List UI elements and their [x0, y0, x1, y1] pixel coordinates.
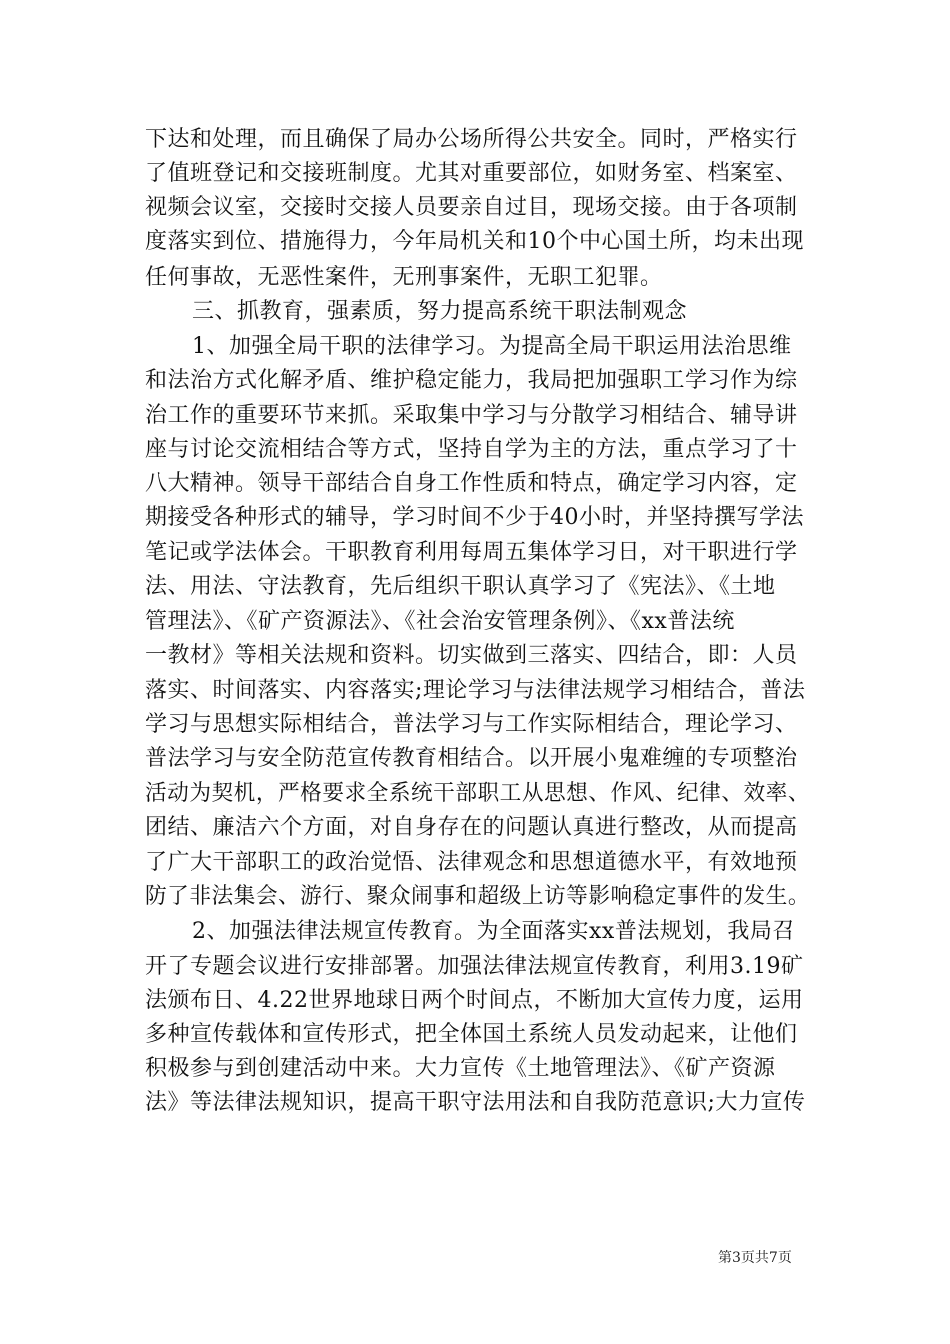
text-line: 法、用法、守法教育，先后组织干职认真学习了《宪法》、《土地	[145, 574, 776, 599]
text-line: 度落实到位、措施得力，今年局机关和10个中心国土所，均未出现	[145, 229, 804, 254]
text-line: 八大精神。领导干部结合自身工作性质和特点，确定学习内容，定	[145, 471, 798, 496]
text-line: 落实、时间落实、内容落实;理论学习与法律法规学习相结合，普法	[145, 678, 806, 703]
text-line: 学习与思想实际相结合，普法学习与工作实际相结合，理论学习、	[145, 712, 798, 737]
text-line: 开了专题会议进行安排部署。加强法律法规宣传教育，利用3.19矿	[145, 954, 804, 979]
text-line: 一教材》等相关法规和资料。切实做到三落实、四结合，即：人员	[145, 643, 798, 668]
text-line: 法》等法律法规知识，提高干职守法用法和自我防范意识;大力宣传	[145, 1090, 806, 1115]
text-line: 视频会议室，交接时交接人员要亲自过目，现场交接。由于各项制	[145, 195, 798, 220]
text-line: 防了非法集会、游行、聚众闹事和超级上访等影响稳定事件的发生。	[145, 884, 811, 909]
text-line: 活动为契机，严格要求全系统干部职工从思想、作风、纪律、效率、	[145, 781, 811, 806]
text-line: 普法学习与安全防范宣传教育相结合。以开展小鬼难缠的专项整治	[145, 746, 798, 771]
text-line: 座与讨论交流相结合等方式，坚持自学为主的方法，重点学习了十	[145, 437, 798, 462]
text-line: 了广大干部职工的政治觉悟、法律观念和思想道德水平，有效地预	[145, 850, 798, 875]
section-heading: 三、抓教育，强素质，努力提高系统干职法制观念	[192, 299, 688, 324]
text-line: 任何事故，无恶性案件，无刑事案件，无职工犯罪。	[145, 265, 663, 290]
text-line: 期接受各种形式的辅导，学习时间不少于40小时，并坚持撰写学法	[145, 505, 804, 530]
text-line: 治工作的重要环节来抓。采取集中学习与分散学习相结合、辅导讲	[145, 403, 798, 428]
page-number: 第3页共7页	[718, 1250, 792, 1266]
text-line: 积极参与到创建活动中来。大力宣传《土地管理法》、《矿产资源	[145, 1056, 776, 1081]
text-line: 了值班登记和交接班制度。尤其对重要部位，如财务室、档案室、	[145, 161, 798, 186]
text-line: 笔记或学法体会。干职教育利用每周五集体学习日，对干职进行学	[145, 540, 798, 565]
text-line: 1、加强全局干职的法律学习。为提高全局干职运用法治思维	[192, 334, 792, 359]
text-line: 团结、廉洁六个方面，对自身存在的问题认真进行整改，从而提高	[145, 815, 798, 840]
text-line: 法颁布日、4.22世界地球日两个时间点，不断加大宣传力度，运用	[145, 988, 804, 1013]
text-line: 2、加强法律法规宣传教育。为全面落实xx普法规划，我局召	[192, 919, 795, 944]
text-line: 多种宣传载体和宣传形式，把全体国土系统人员发动起来，让他们	[145, 1022, 798, 1047]
text-line: 和法治方式化解矛盾、维护稳定能力，我局把加强职工学习作为综	[145, 368, 798, 393]
text-line: 下达和处理，而且确保了局办公场所得公共安全。同时，严格实行	[145, 127, 798, 152]
text-line: 管理法》、《矿产资源法》、《社会治安管理条例》、《xx普法统	[145, 609, 735, 634]
